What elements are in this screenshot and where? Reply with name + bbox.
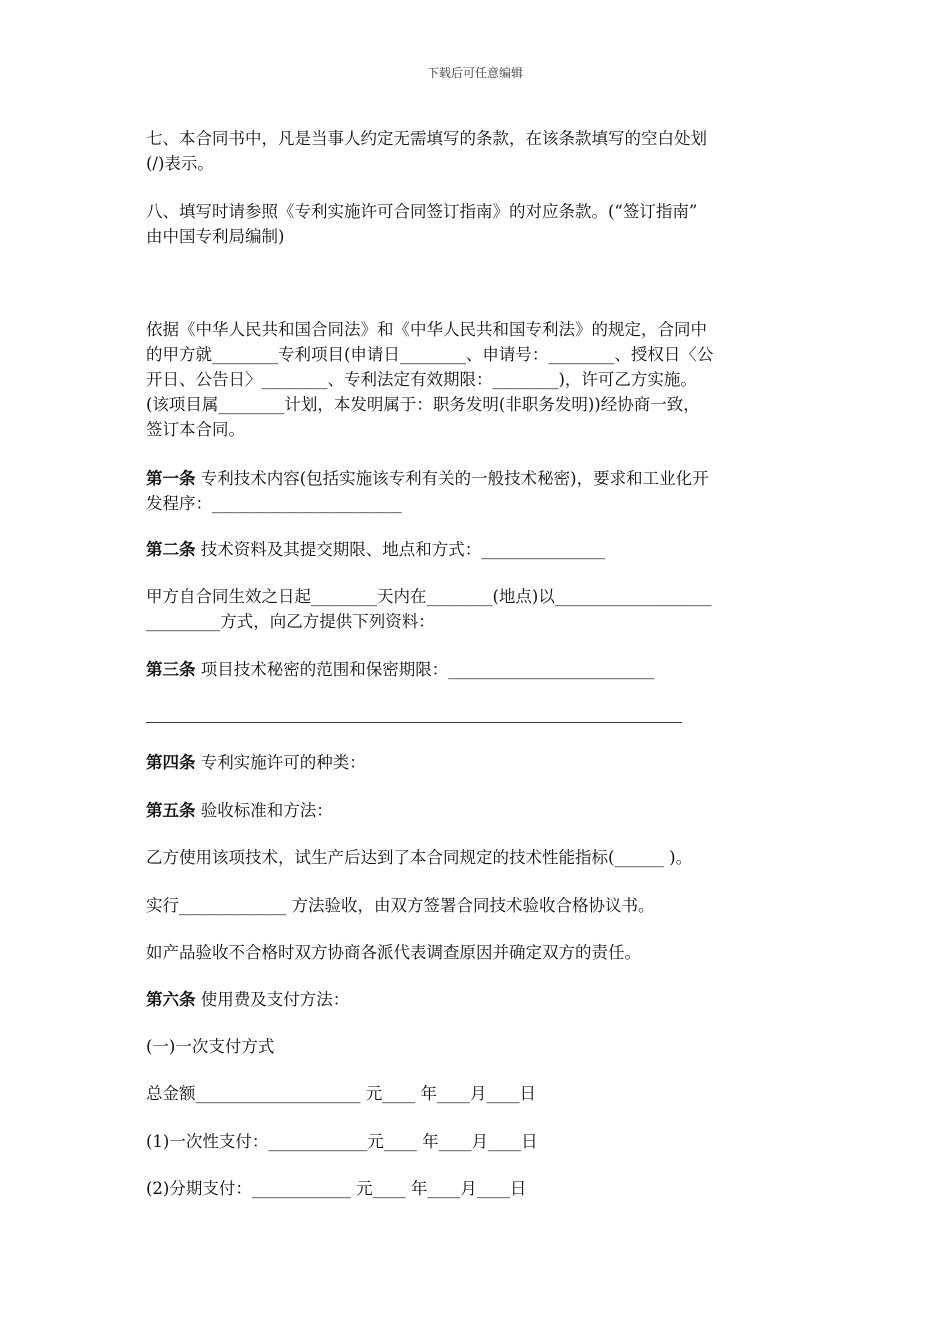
- article-3-label: 第三条: [146, 660, 196, 679]
- intro-paragraph: [146, 317, 808, 442]
- article-4-text: 专利实施许可的种类：: [195, 753, 366, 772]
- article-5-line-3-text: 如产品验收不合格时双方协商各派代表调查原因并确定双方的责任。: [146, 943, 641, 962]
- blank-line: [146, 722, 682, 723]
- article-5-line-2-text: 实行_____________ 方法验收，由双方签署合同技术验收合格协议书。: [146, 896, 655, 915]
- article-5-text: 验收标准和方法：: [195, 801, 333, 820]
- article-5-line-3: [146, 940, 808, 965]
- clause-8: [146, 199, 808, 249]
- installment-payment: [146, 1176, 808, 1201]
- article-1-text: 专利技术内容(包括实施该专利有关的一般技术秘密)，要求和工业化开: [195, 469, 709, 488]
- article-6-text: 使用费及支付方法：: [195, 990, 350, 1009]
- article-3: [146, 657, 808, 682]
- clause-7: [146, 126, 808, 176]
- article-5-line-1-text: 乙方使用该项技术，试生产后达到了本合同规定的技术性能指标(______ )。: [146, 848, 693, 867]
- article-4: [146, 750, 808, 775]
- article-1-label: 第一条: [146, 469, 196, 488]
- article-6: [146, 987, 808, 1012]
- article-2-body: [146, 584, 808, 634]
- article-2-body-line-2: _________方式，向乙方提供下列资料：: [146, 612, 435, 631]
- clause-8-line-1: 八、填写时请参照《专利实施许可合同签订指南》的对应条款。(“签订指南”: [146, 202, 698, 221]
- article-5-line-1: [146, 845, 808, 870]
- intro-line-2: 的甲方就________专利项目(申请日________、申请号：________、授权日〈公: [146, 345, 714, 364]
- payment-method-1-text: (一)一次支付方式: [146, 1037, 275, 1056]
- installment-payment-text: (2)分期支付：____________ 元____ 年____月____日: [146, 1179, 527, 1198]
- intro-line-5: 签订本合同。: [146, 420, 245, 439]
- payment-method-1: [146, 1034, 808, 1059]
- one-time-payment-text: (1)一次性支付：____________元____ 年____月____日: [146, 1132, 538, 1151]
- article-5-label: 第五条: [146, 801, 196, 820]
- article-4-label: 第四条: [146, 753, 196, 772]
- clause-8-line-2: 由中国专利局编制): [146, 227, 285, 246]
- intro-line-4: (该项目属________计划，本发明属于：职务发明(非职务发明))经协商一致，: [146, 395, 700, 414]
- article-2-body-line-1: 甲方自合同生效之日起________天内在________(地点)以___________________: [146, 587, 712, 606]
- page-header: 下载后可任意编辑: [426, 66, 523, 80]
- intro-line-3: 开日、公告日〉________、专利法定有效期限：________)，许可乙方实施。: [146, 370, 697, 389]
- article-3-text: 项目技术秘密的范围和保密期限：_________________________: [195, 660, 655, 679]
- total-amount: [146, 1081, 808, 1106]
- article-5-line-2: [146, 893, 808, 918]
- article-1-text-2: 发程序：_______________________: [146, 494, 402, 513]
- article-1: [146, 466, 808, 516]
- total-amount-text: 总金额____________________ 元____ 年____月____日: [146, 1084, 536, 1103]
- one-time-payment: [146, 1129, 808, 1154]
- article-2: [146, 537, 808, 562]
- clause-7-line-2: (/)表示。: [146, 154, 214, 173]
- article-2-label: 第二条: [146, 540, 196, 559]
- article-6-label: 第六条: [146, 990, 196, 1009]
- intro-line-1: 依据《中华人民共和国合同法》和《中华人民共和国专利法》的规定，合同中: [146, 320, 707, 339]
- article-5: [146, 798, 808, 823]
- article-2-text: 技术资料及其提交期限、地点和方式：_______________: [195, 540, 605, 559]
- clause-7-line-1: 七、本合同书中，凡是当事人约定无需填写的条款，在该条款填写的空白处划: [146, 129, 707, 148]
